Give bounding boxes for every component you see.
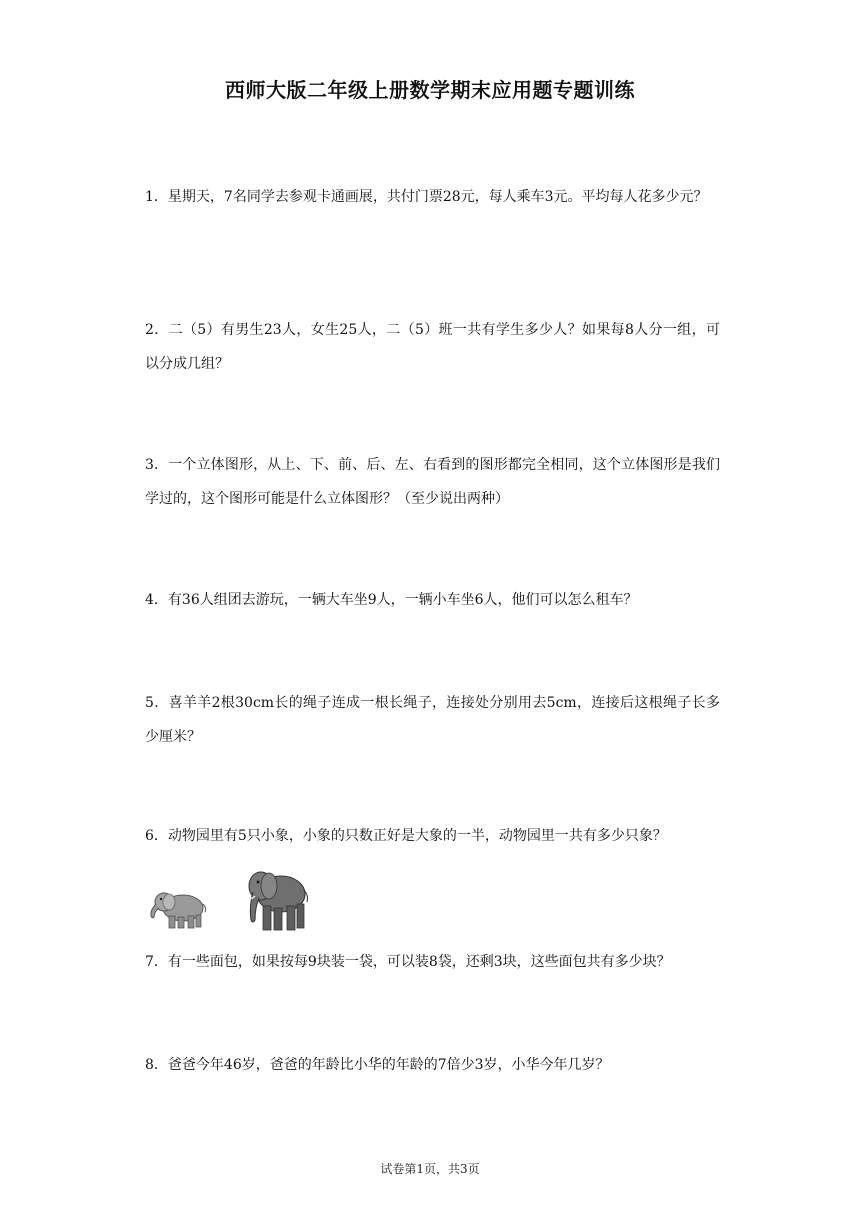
question-7 xyxy=(145,945,720,979)
question-5 xyxy=(145,686,720,754)
page-footer: 试卷第1页，共3页 xyxy=(380,1162,480,1176)
question-text: 二（5）有男生23人，女生25人，二（5）班一共有学生多少人？如果每8人分一组，可以分成几组？ xyxy=(145,322,720,372)
question-4 xyxy=(145,583,720,617)
question-3 xyxy=(145,448,720,516)
question-text: 星期天，7名同学去参观卡通画展，共付门票28元，每人乘车3元。平均每人花多少元？ xyxy=(167,189,708,205)
question-number: 8． xyxy=(145,1057,168,1073)
page-title: 西师大版二年级上册数学期末应用题专题训练 xyxy=(225,78,635,102)
question-text: 有一些面包，如果按每9块装一袋，可以装8袋，还剩3块，这些面包共有多少块？ xyxy=(167,954,671,970)
question-6 xyxy=(145,819,720,853)
big-elephant-icon xyxy=(241,862,311,934)
question-1 xyxy=(145,180,720,214)
question-number: 7． xyxy=(145,954,168,970)
question-number: 4． xyxy=(145,592,168,608)
question-8 xyxy=(145,1048,720,1082)
question-number: 1． xyxy=(145,189,168,205)
question-text: 爸爸今年46岁，爸爸的年龄比小华的年龄的7倍少3岁，小华今年几岁？ xyxy=(167,1057,610,1073)
question-number: 2． xyxy=(145,322,169,338)
question-text: 一个立体图形，从上、下、前、后、左、右看到的图形都完全相同，这个立体图形是我们学过的，这个图形可能是什么立体图形？（至少说出两种） xyxy=(145,457,720,507)
small-elephant-icon xyxy=(145,886,209,930)
question-number: 6． xyxy=(145,828,168,844)
question-2 xyxy=(145,313,720,381)
question-number: 3． xyxy=(145,457,169,473)
question-number: 5． xyxy=(145,695,169,711)
question-text: 有36人组团去游玩，一辆大车坐9人，一辆小车坐6人，他们可以怎么租车？ xyxy=(167,592,638,608)
question-text: 动物园里有5只小象，小象的只数正好是大象的一半，动物园里一共有多少只象？ xyxy=(167,828,667,844)
question-text: 喜羊羊2根30cm长的绳子连成一根长绳子，连接处分别用去5cm，连接后这根绳子长多少厘米？ xyxy=(145,695,720,745)
elephant-pictures xyxy=(145,862,345,934)
